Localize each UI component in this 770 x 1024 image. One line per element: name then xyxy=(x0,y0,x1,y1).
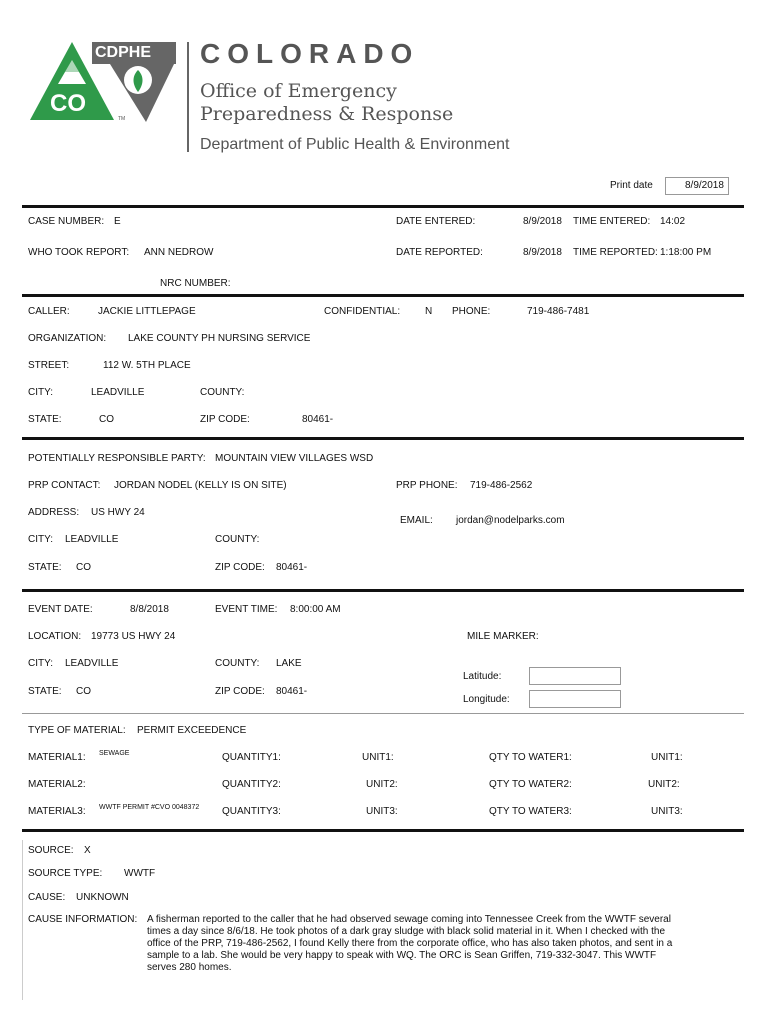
event-location-label: LOCATION: xyxy=(28,631,82,642)
event-city-value: LEADVILLE xyxy=(65,658,119,669)
event-time-value: 8:00:00 AM xyxy=(290,604,341,615)
prp-phone-value: 719-486-2562 xyxy=(470,480,533,491)
street-value: 112 W. 5TH PLACE xyxy=(103,360,191,371)
prp-email-value: jordan@nodelparks.com xyxy=(456,515,565,526)
prp-email-label: EMAIL: xyxy=(400,515,433,526)
prp-state-label: STATE: xyxy=(28,562,62,573)
event-date-value: 8/8/2018 xyxy=(130,604,169,615)
source-type-label: SOURCE TYPE: xyxy=(28,868,103,879)
date-reported-value: 8/9/2018 xyxy=(523,247,562,258)
source-label: SOURCE: xyxy=(28,845,74,856)
who-took-value: ANN NEDROW xyxy=(144,247,214,258)
organization-value: LAKE COUNTY PH NURSING SERVICE xyxy=(128,333,311,344)
date-entered-label: DATE ENTERED: xyxy=(396,216,476,227)
source-type-value: WWTF xyxy=(124,868,156,879)
prp-address-value: US HWY 24 xyxy=(91,507,145,518)
nrc-number-label: NRC NUMBER: xyxy=(160,278,231,289)
longitude-field xyxy=(529,690,621,708)
cause-info-text: A fisherman reported to the caller that he had observed sewage coming into Tennessee Creek from the WWTF several times a day since 8/6/18. He took photos of a dark gray sludge with black solid material in it. When I checked with the office of the PRP, 719-486-2562, I found Kelly there from the corporate office, who has also taken photos, and sent in a sample to a lab. She would be very happy to speak with WQ. The ORC is Sean Griffen, 719-332-3047. This WWTF serves 280 homes. xyxy=(147,914,673,973)
section-divider xyxy=(22,437,744,440)
case-number-value: E xyxy=(114,216,121,227)
time-reported-label: TIME REPORTED: xyxy=(573,247,658,258)
header-subtitle-1: Office of Emergency xyxy=(200,80,397,102)
unit1-label: UNIT1: xyxy=(362,752,394,763)
organization-label: ORGANIZATION: xyxy=(28,333,107,344)
caller-zip-value: 80461- xyxy=(302,414,334,425)
confidential-label: CONFIDENTIAL: xyxy=(324,306,401,317)
material1-value: SEWAGE xyxy=(99,750,130,757)
section-divider xyxy=(22,589,744,592)
caller-value: JACKIE LITTLEPAGE xyxy=(98,306,196,317)
logo-badge-text: CDPHE xyxy=(95,44,152,61)
material3-value: WWTF PERMIT #CVO 0048372 xyxy=(99,804,200,811)
header-subtitle-2: Preparedness & Response xyxy=(200,103,454,125)
caller-state-label: STATE: xyxy=(28,414,62,425)
longitude-label: Longitude: xyxy=(463,694,510,705)
prp-city-value: LEADVILLE xyxy=(65,534,119,545)
cause-label: CAUSE: xyxy=(28,892,66,903)
prp-contact-value: JORDAN NODEL (KELLY IS ON SITE) xyxy=(114,480,287,491)
event-zip-value: 80461- xyxy=(276,686,308,697)
caller-label: CALLER: xyxy=(28,306,70,317)
unit2-label: UNIT2: xyxy=(366,779,398,790)
prp-party-label: POTENTIALLY RESPONSIBLE PARTY: xyxy=(28,453,206,464)
time-entered-value: 14:02 xyxy=(660,216,686,227)
event-zip-label: ZIP CODE: xyxy=(215,686,265,697)
qty-to-water3-label: QTY TO WATER3: xyxy=(489,806,572,817)
water-unit3-label: UNIT3: xyxy=(651,806,683,817)
mile-marker-label: MILE MARKER: xyxy=(467,631,539,642)
print-date-value: 8/9/2018 xyxy=(685,180,724,191)
header-department: Department of Public Health & Environment xyxy=(200,136,510,153)
print-date-label: Print date xyxy=(610,180,653,191)
confidential-value: N xyxy=(425,306,433,317)
time-reported-value: 1:18:00 PM xyxy=(660,247,712,258)
caller-county-label: COUNTY: xyxy=(200,387,245,398)
street-label: STREET: xyxy=(28,360,70,371)
latitude-label: Latitude: xyxy=(463,671,502,682)
logo-co-text: CO xyxy=(50,90,86,117)
caller-phone-value: 719-486-7481 xyxy=(527,306,590,317)
event-date-label: EVENT DATE: xyxy=(28,604,93,615)
caller-phone-label: PHONE: xyxy=(452,306,491,317)
qty-to-water1-label: QTY TO WATER1: xyxy=(489,752,572,763)
latitude-field xyxy=(529,667,621,685)
quantity2-label: QUANTITY2: xyxy=(222,779,281,790)
qty-to-water2-label: QTY TO WATER2: xyxy=(489,779,572,790)
prp-city-label: CITY: xyxy=(28,534,54,545)
prp-state-value: CO xyxy=(76,562,91,573)
prp-phone-label: PRP PHONE: xyxy=(396,480,458,491)
quantity3-label: QUANTITY3: xyxy=(222,806,281,817)
event-time-label: EVENT TIME: xyxy=(215,604,278,615)
unit3-label: UNIT3: xyxy=(366,806,398,817)
case-number-label: CASE NUMBER: xyxy=(28,216,105,227)
caller-zip-label: ZIP CODE: xyxy=(200,414,250,425)
caller-city-label: CITY: xyxy=(28,387,54,398)
prp-party-value: MOUNTAIN VIEW VILLAGES WSD xyxy=(215,453,374,464)
cause-value: UNKNOWN xyxy=(76,892,129,903)
event-county-value: LAKE xyxy=(276,658,302,669)
logo-divider xyxy=(187,42,189,152)
event-city-label: CITY: xyxy=(28,658,54,669)
prp-zip-value: 80461- xyxy=(276,562,308,573)
logo-tm: TM xyxy=(118,116,126,122)
caller-city-value: LEADVILLE xyxy=(91,387,145,398)
material2-label: MATERIAL2: xyxy=(28,779,86,790)
material3-label: MATERIAL3: xyxy=(28,806,86,817)
caller-state-value: CO xyxy=(99,414,114,425)
time-entered-label: TIME ENTERED: xyxy=(573,216,651,227)
section-divider xyxy=(22,294,744,297)
prp-address-label: ADDRESS: xyxy=(28,507,80,518)
who-took-label: WHO TOOK REPORT: xyxy=(28,247,130,258)
date-entered-value: 8/9/2018 xyxy=(523,216,562,227)
left-margin-line xyxy=(22,840,23,1000)
header-title: COLORADO xyxy=(200,38,420,69)
material1-label: MATERIAL1: xyxy=(28,752,86,763)
prp-zip-label: ZIP CODE: xyxy=(215,562,265,573)
water-unit2-label: UNIT2: xyxy=(648,779,680,790)
date-reported-label: DATE REPORTED: xyxy=(396,247,483,258)
quantity1-label: QUANTITY1: xyxy=(222,752,281,763)
water-unit1-label: UNIT1: xyxy=(651,752,683,763)
event-state-value: CO xyxy=(76,686,91,697)
prp-county-label: COUNTY: xyxy=(215,534,260,545)
material-type-label: TYPE OF MATERIAL: xyxy=(28,725,126,736)
material-type-value: PERMIT EXCEEDENCE xyxy=(137,725,247,736)
section-divider xyxy=(22,713,744,714)
event-state-label: STATE: xyxy=(28,686,62,697)
section-divider xyxy=(22,829,744,832)
source-value: X xyxy=(84,845,91,856)
prp-contact-label: PRP CONTACT: xyxy=(28,480,101,491)
event-county-label: COUNTY: xyxy=(215,658,260,669)
cause-info-label: CAUSE INFORMATION: xyxy=(28,914,138,925)
section-divider xyxy=(22,205,744,208)
event-location-value: 19773 US HWY 24 xyxy=(91,631,176,642)
